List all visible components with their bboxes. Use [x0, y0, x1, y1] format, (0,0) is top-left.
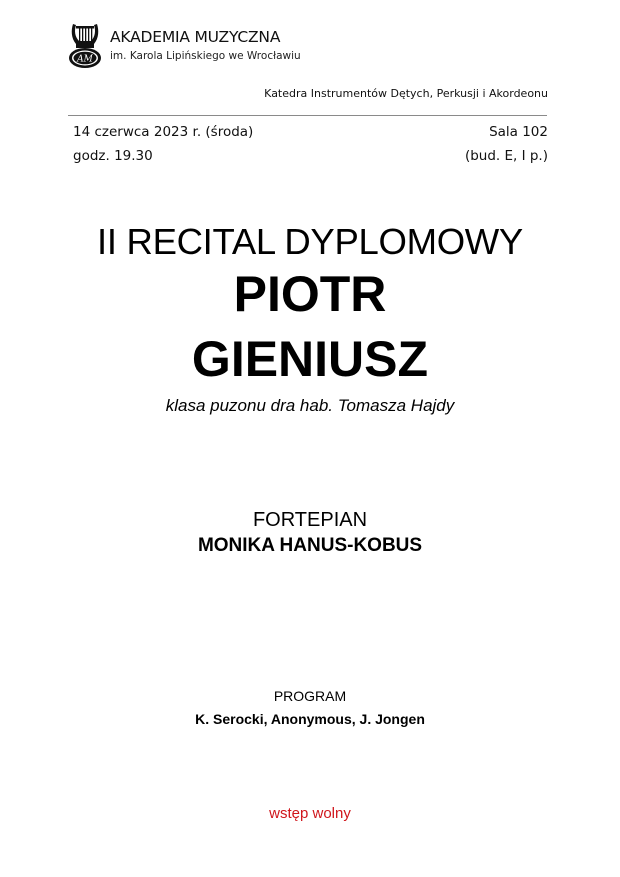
- department-name: Katedra Instrumentów Dętych, Perkusji i Akordeonu: [264, 87, 548, 100]
- header-divider: [68, 115, 547, 116]
- teacher-class: klasa puzonu dra hab. Tomasza Hajdy: [165, 396, 455, 415]
- admission-note: wstęp wolny: [269, 805, 351, 822]
- performer-first-name: PIOTR: [233, 266, 387, 322]
- program-label: PROGRAM: [273, 688, 347, 704]
- institution-name: AKADEMIA MUZYCZNA: [110, 28, 281, 46]
- accompanist-name: MONIKA HANUS-KOBUS: [197, 535, 423, 556]
- performer-last-name: GIENIUSZ: [191, 331, 429, 387]
- event-date: 14 czerwca 2023 r. (środa): [73, 124, 254, 140]
- recital-title: II RECITAL DYPLOMOWY: [97, 221, 523, 262]
- institution-subtitle: im. Karola Lipińskiego we Wrocławiu: [110, 50, 301, 62]
- svg-text:AM: AM: [77, 54, 93, 65]
- lyre-logo-icon: [68, 22, 102, 68]
- program-composers: K. Serocki, Anonymous, J. Jongen: [195, 711, 425, 727]
- event-building: (bud. E, I p.): [464, 148, 548, 164]
- event-time: godz. 19.30: [73, 148, 153, 164]
- accompaniment-label: FORTEPIAN: [252, 509, 368, 531]
- event-room: Sala 102: [489, 124, 548, 140]
